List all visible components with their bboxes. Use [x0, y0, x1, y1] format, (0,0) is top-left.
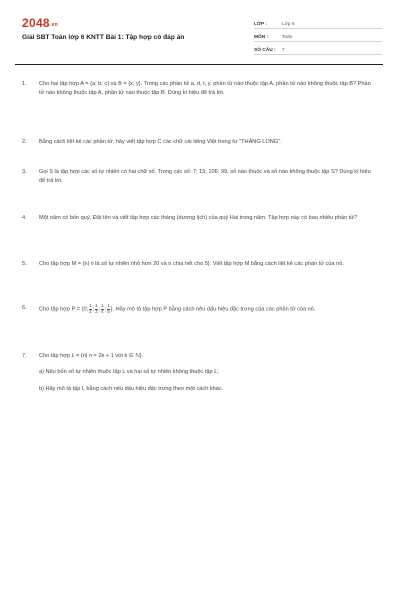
meta-row-subject [254, 29, 382, 42]
sub-question-a: a) Nêu bốn số tự nhiên thuộc tập L và hai số tự nhiên không thuộc tập L; [39, 369, 219, 376]
meta-value: Lớp 6 [282, 22, 295, 27]
meta-key: LỚP : [254, 22, 268, 27]
question-text-start: Cho tập hợp P = {0; [39, 306, 89, 313]
meta-value: 7 [282, 48, 285, 53]
question-text: Cho tập hợp M = {n| n là số tự nhiên nhỏ hơn 20 và n chia hết cho 5}. Viết tập hợp M bằng cách liệt kê các phần tử của nó. [39, 261, 344, 267]
fraction: $\frac{1}{5}$ [107, 303, 110, 314]
question-text: Gọi S là tập hợp các số tự nhiên có hai chữ số. Trong các số: 7; 15; 106; 99, số nào thuộc và số nào không thuộc tập S? Dùng kí hiệu để trả lời. [39, 169, 371, 185]
question-text: Một năm có bốn quý. Đặt tên và viết tập hợp các tháng (dương lịch) của quý Hai trong năm. Tập hợp này có bao nhiêu phần tử? [39, 215, 358, 221]
question-number: 5. [22, 261, 27, 267]
question-number: 4. [22, 215, 27, 221]
document-title: Giải SBT Toán lớp 6 KNTT Bài 1: Tập hợp có đáp án [22, 34, 185, 41]
meta-value: Toán [282, 35, 293, 40]
site-logo[interactable] [22, 16, 58, 30]
meta-key: MÔN : [254, 35, 269, 40]
header-divider [15, 64, 383, 65]
fraction: $\frac{1}{3}$ [95, 303, 98, 314]
question-text: Cho tập hợp L = {n| n = 2k + 1 với k ∈ ℕ}. [39, 353, 144, 359]
meta-row-count [254, 42, 382, 55]
question-number: 1. [22, 81, 27, 87]
sub-question-b: b) Hãy mô tả tập L bằng cách nêu dấu hiệu đặc trưng theo một cách khác. [39, 385, 224, 392]
logo-text: 2048 [22, 16, 50, 30]
question-text: Cho tập hợp P = {0; $\frac{1}{2}$ ; $\frac{1}{3}$ ; $\frac{1}{4}$ ; $\frac{1}{5}$ }. Hãy mô tả tập hợp P bằng cách nêu dấu hiệu đặc trưng của các phần tử của nó. [39, 303, 316, 314]
fraction: $\frac{1}{4}$ [101, 303, 104, 314]
question-text-end: }. Hãy mô tả tập hợp P bằng cách nêu dấu hiệu đặc trưng của các phần tử của nó. [110, 306, 316, 313]
meta-key: SỐ CÂU : [254, 48, 276, 53]
question-text: Cho hai tập hợp A = {a; b; c} và B = {x; y}. Trong các phần tử a, d, t, y, phần tử nào thuộc tập A, phần tử nào không thuộc tập B? Phần tử nào không thuộc tập A, phần tử nào thuộc tập B. Dùng kí hiệu để trả lời. [39, 81, 371, 97]
document-header [22, 14, 382, 56]
fraction: $\frac{1}{2}$ [89, 303, 92, 314]
question-number: 6. [22, 305, 27, 311]
question-number: 3. [22, 169, 27, 175]
logo-suffix: .vn [49, 22, 59, 28]
meta-row-class [254, 16, 382, 29]
question-number: 7. [22, 353, 27, 359]
meta-table [254, 16, 382, 55]
question-number: 2. [22, 139, 27, 145]
question-text: Bằng cách liệt kê các phần tử, hãy viết tập hợp C các chữ cái tiếng Việt trong từ "THĂNG LONG". [39, 139, 282, 145]
question-body [39, 352, 375, 394]
